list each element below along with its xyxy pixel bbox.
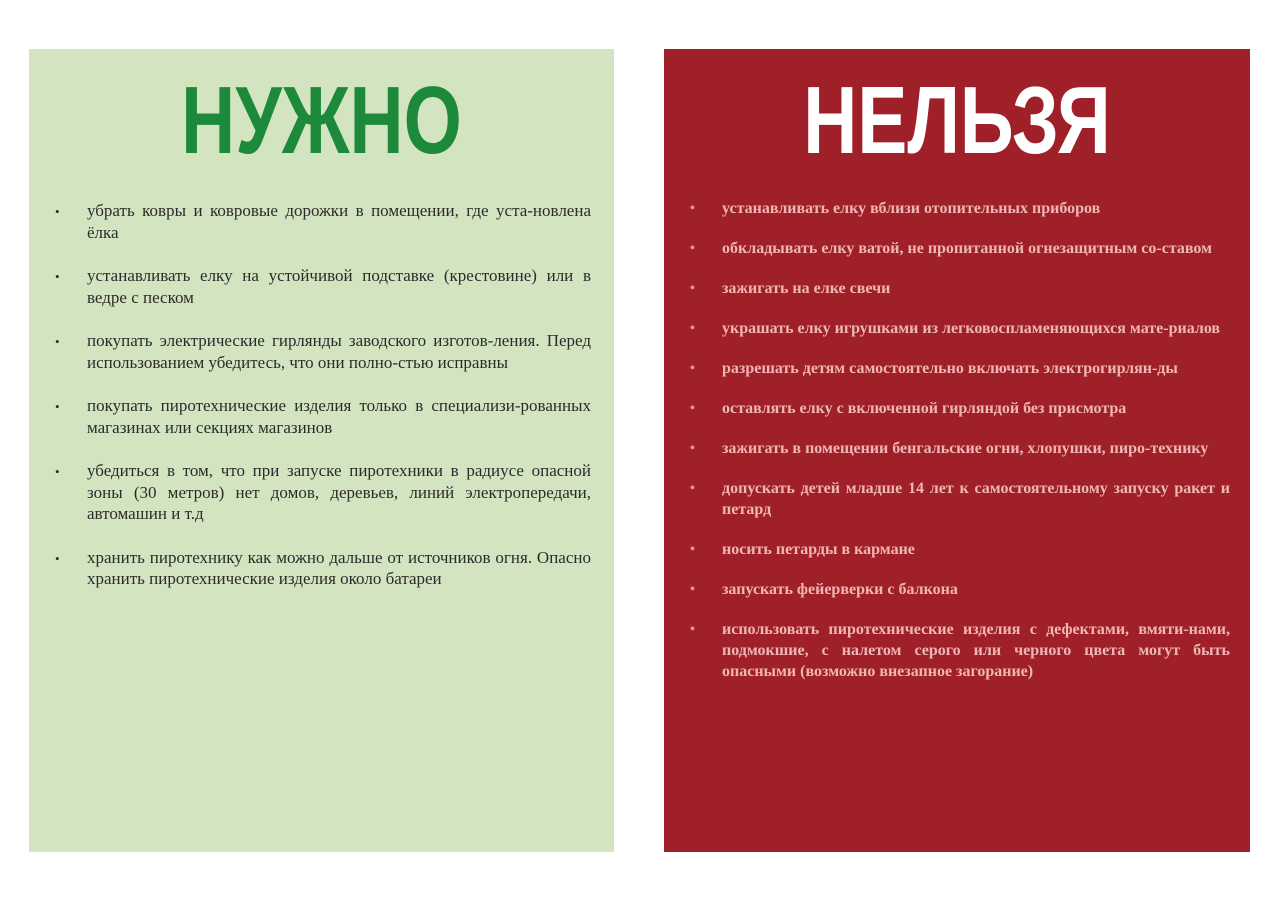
list-item	[690, 278, 1230, 299]
forbidden-panel	[664, 49, 1250, 852]
bullet-icon: •	[690, 281, 695, 296]
list-item	[690, 619, 1230, 682]
bullet-icon: •	[690, 201, 695, 216]
bullet-icon: •	[690, 582, 695, 597]
bullet-icon: •	[690, 361, 695, 376]
bullet-icon: •	[55, 269, 60, 284]
list-item-text: покупать электрические гирлянды заводского изготов-ления. Перед использованием убедитесь, что они полно-стью исправны	[87, 331, 591, 372]
list-item-text: убрать ковры и ковровые дорожки в помещении, где уста-новлена ёлка	[87, 201, 591, 242]
allowed-title: НУЖНО	[181, 67, 462, 174]
bullet-icon: •	[690, 542, 695, 557]
bullet-icon: •	[55, 550, 60, 566]
bullet-icon: •	[55, 464, 60, 479]
list-item-text: устанавливать елку на устойчивой подставке (крестовине) или в ведре с песком	[87, 266, 591, 307]
list-item-text: покупать пиротехнические изделия только в специализи-рованных магазинах или секциях магазинов	[87, 396, 591, 437]
list-item-text: украшать елку игрушками из легковоспламеняющихся мате-риалов	[722, 320, 1221, 337]
bullet-icon: •	[55, 334, 60, 349]
list-item	[690, 438, 1230, 459]
bullet-icon: •	[690, 401, 695, 416]
list-item-text: зажигать в помещении бенгальские огни, хлопушки, пиро-технику	[722, 440, 1209, 457]
bullet-icon: •	[690, 441, 695, 456]
list-item-text: убедиться в том, что при запуске пиротехники в радиусе опасной зоны (30 метров) нет домов, деревьев, линий электропередачи, автомашин и т.д	[87, 461, 591, 523]
list-item	[690, 318, 1230, 339]
forbidden-title: НЕЛЬЗЯ	[803, 67, 1111, 174]
list-item	[55, 460, 591, 525]
list-item-text: допускать детей младше 14 лет к самостоятельному запуску ракет и петард	[722, 480, 1230, 518]
list-item-text: носить петарды в кармане	[722, 541, 915, 558]
list-item	[690, 198, 1230, 219]
bullet-icon: •	[690, 321, 695, 336]
allowed-list	[55, 200, 591, 612]
list-item-text: использовать пиротехнические изделия с дефектами, вмяти-нами, подмокшие, с налетом серого или черного цвета могут быть опасными (возможно внезапное загорание)	[722, 621, 1230, 680]
list-item	[690, 238, 1230, 259]
list-item-text: оставлять елку с включенной гирляндой без присмотра	[722, 400, 1127, 417]
list-item	[690, 478, 1230, 520]
bullet-icon: •	[690, 241, 695, 256]
forbidden-list	[690, 198, 1230, 701]
list-item	[690, 539, 1230, 560]
list-item	[55, 265, 591, 308]
bullet-icon: •	[690, 481, 695, 496]
bullet-icon: •	[55, 399, 60, 414]
allowed-panel	[29, 49, 614, 852]
list-item-text: устанавливать елку вблизи отопительных приборов	[722, 200, 1101, 217]
list-item-text: зажигать на елке свечи	[722, 280, 891, 297]
list-item	[55, 395, 591, 438]
list-item	[55, 200, 591, 243]
list-item	[690, 579, 1230, 600]
list-item-text: разрешать детям самостоятельно включать электрогирлян-ды	[722, 360, 1178, 377]
list-item	[55, 330, 591, 373]
list-item	[55, 547, 591, 590]
bullet-icon: •	[690, 622, 695, 637]
list-item-text: обкладывать елку ватой, не пропитанной огнезащитным со-ставом	[722, 240, 1212, 257]
bullet-icon: •	[55, 204, 60, 219]
list-item	[690, 358, 1230, 379]
list-item-text: хранить пиротехнику как можно дальше от источников огня. Опасно хранить пиротехнические изделия около батареи	[87, 547, 591, 588]
list-item-text: запускать фейерверки с балкона	[722, 581, 958, 598]
list-item	[690, 398, 1230, 419]
